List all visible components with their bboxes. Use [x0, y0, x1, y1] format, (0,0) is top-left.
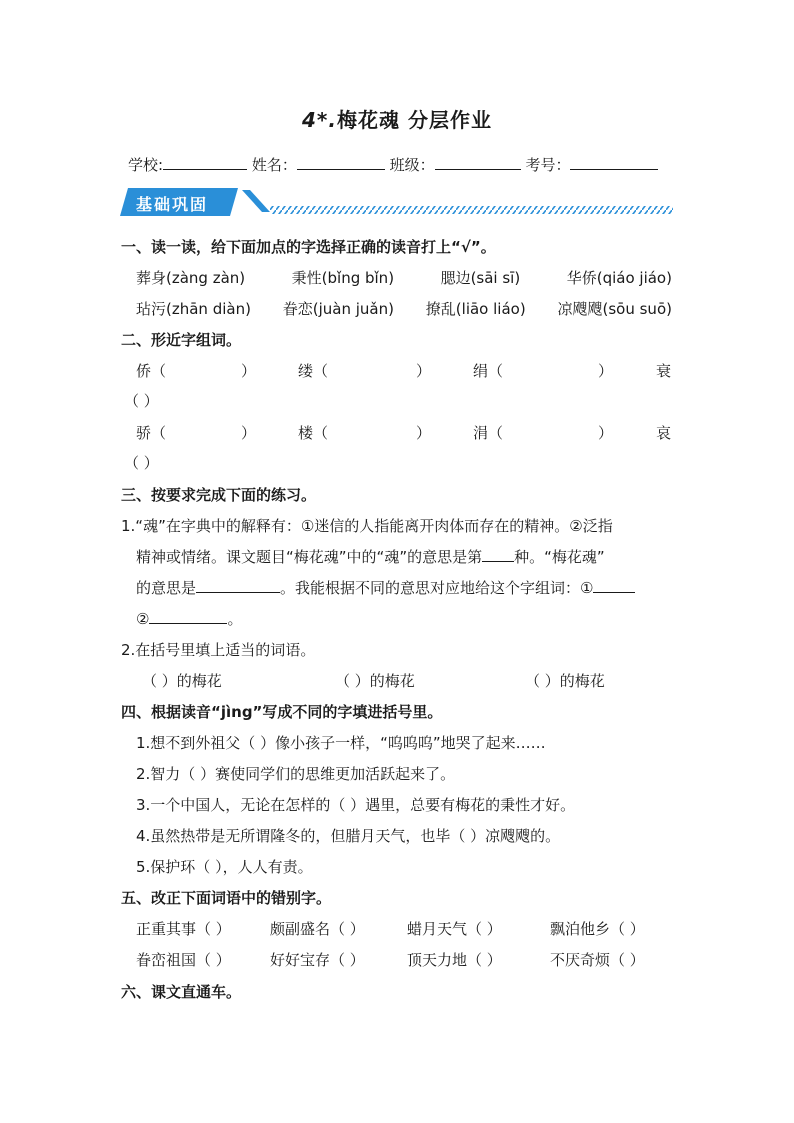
char-cell: 衰 [656, 362, 672, 380]
typo-item[interactable]: 颇副盛名（ ） [270, 920, 365, 938]
typo-item[interactable]: 飘泊他乡（ ） [550, 920, 645, 938]
char-cell: 缕（ [298, 362, 329, 380]
typo-item[interactable]: 顶天力地（ ） [407, 951, 502, 969]
char-cell-close: ） [241, 362, 257, 380]
section-5-row-1 [136, 919, 676, 939]
typo-item[interactable]: 正重其事（ ） [136, 920, 231, 938]
section-2-wrap-2: （ ） [124, 454, 159, 472]
pinyin-option[interactable]: 玷污(zhān diàn) [136, 300, 251, 318]
section-1-title: 一、读一读，给下面加点的字选择正确的读音打上“√”。 [121, 238, 496, 256]
section-banner [120, 186, 675, 222]
q1-blank-meaning[interactable] [196, 578, 280, 593]
q1-blank-which[interactable] [482, 547, 514, 562]
q1-line-3 [136, 578, 635, 598]
s4-item: 3.一个中国人，无论在怎样的（ ）遇里，总要有梅花的秉性才好。 [136, 796, 576, 814]
exam-no-blank[interactable] [570, 155, 658, 170]
char-cell-close: ） [416, 362, 432, 380]
pinyin-option[interactable]: 撩乱(liāo liáo) [425, 300, 526, 318]
s4-item: 2.智力（ ）赛使同学们的思维更加活跃起来了。 [136, 765, 456, 783]
q1-text: 。 [227, 610, 243, 628]
s4-item: 5.保护环（ ），人人有责。 [136, 858, 313, 876]
char-cell: 骄（ [136, 424, 167, 442]
section-2-row-2 [136, 423, 676, 443]
pinyin-option[interactable]: 凉飕飕(sōu suō) [557, 300, 672, 318]
char-cell: 涓（ [473, 424, 504, 442]
title-number: 4*. [302, 108, 337, 132]
char-cell: 楼（ [298, 424, 329, 442]
char-cell: 哀 [656, 424, 672, 442]
s4-item: 1.想不到外祖父（ ）像小孩子一样，“呜呜呜”地哭了起来…… [136, 734, 546, 752]
header-fields [128, 155, 658, 175]
section-1-row-2 [136, 299, 672, 319]
char-cell-close: ） [598, 424, 614, 442]
q1-text: ② [136, 610, 150, 628]
name-blank[interactable] [297, 155, 385, 170]
section-1-row-1 [136, 268, 672, 288]
q1-line-4 [136, 609, 242, 629]
typo-item[interactable]: 眷峦祖国（ ） [136, 951, 231, 969]
typo-item[interactable]: 蜡月天气（ ） [407, 920, 502, 938]
section-5-title: 五、改正下面词语中的错别字。 [121, 889, 332, 907]
section-2-title: 二、形近字组词。 [121, 331, 242, 349]
pinyin-option[interactable]: 腮边(sāi sī) [440, 269, 521, 287]
q1-blank-word-1[interactable] [593, 578, 635, 593]
q1-text: 种。“梅花魂” [514, 548, 605, 566]
section-5-row-2 [136, 950, 676, 970]
char-cell-close: ） [241, 424, 257, 442]
pinyin-option[interactable]: 眷恋(juàn juǎn) [282, 300, 394, 318]
q1-text: 的意思是 [136, 579, 197, 597]
char-cell: 绢（ [473, 362, 504, 380]
q1-line-2 [136, 547, 605, 567]
typo-item[interactable]: 不厌奇烦（ ） [550, 951, 645, 969]
q2-item[interactable]: （ ）的梅花 [335, 672, 415, 690]
name-label: 姓名： [251, 156, 297, 174]
q1-line-1: 1.“魂”在字典中的解释有：①迷信的人指能离开肉体而存在的精神。②泛指 [121, 517, 613, 535]
school-blank[interactable] [163, 155, 247, 170]
section-2-row-1 [136, 361, 676, 381]
class-blank[interactable] [435, 155, 521, 170]
q2-prompt: 2.在括号里填上适当的词语。 [121, 641, 316, 659]
q2-item[interactable]: （ ）的梅花 [142, 672, 222, 690]
section-2-wrap-1: （ ） [124, 392, 159, 410]
exam-no-label: 考号： [525, 156, 571, 174]
pinyin-option[interactable]: 葬身(zàng zàn) [136, 269, 246, 287]
q1-text: 精神或情绪。课文题目“梅花魂”中的“魂”的意思是第 [136, 548, 483, 566]
char-cell-close: ） [416, 424, 432, 442]
q1-text: 。我能根据不同的意思对应地给这个字组词：① [280, 579, 594, 597]
s4-item: 4.虽然热带是无所谓隆冬的，但腊月天气，也毕（ ）凉飕飕的。 [136, 827, 561, 845]
q1-blank-word-2[interactable] [149, 609, 227, 624]
pinyin-option[interactable]: 秉性(bǐng bǐn) [291, 269, 395, 287]
q2-item[interactable]: （ ）的梅花 [525, 672, 605, 690]
section-3-title: 三、按要求完成下面的练习。 [121, 486, 317, 504]
char-cell: 侨（ [136, 362, 167, 380]
page-title [0, 104, 794, 133]
q2-items [142, 671, 682, 691]
typo-item[interactable]: 好好宝存（ ） [270, 951, 365, 969]
banner-label: 基础巩固 [136, 195, 209, 214]
section-6-title: 六、课文直通车。 [121, 983, 242, 1001]
class-label: 班级： [389, 156, 435, 174]
school-label: 学校: [128, 156, 164, 174]
title-text: 梅花魂 分层作业 [337, 108, 492, 132]
char-cell-close: ） [598, 362, 614, 380]
section-4-title: 四、根据读音“jìng”写成不同的字填进括号里。 [121, 703, 443, 721]
pinyin-option[interactable]: 华侨(qiáo jiáo) [566, 269, 672, 287]
